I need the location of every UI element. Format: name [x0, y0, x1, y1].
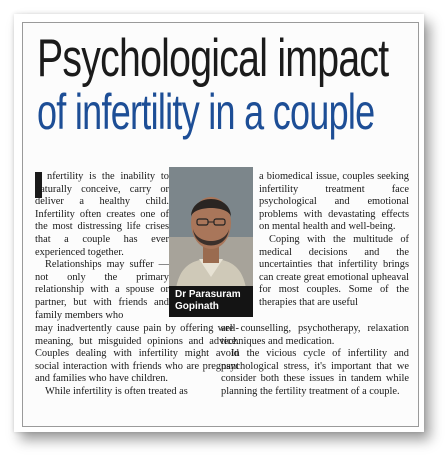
paragraph: nfertility is the inability to naturally conceive, carry or deliver a healthy child. Infertility often creates one of the most distressing life crises that a couple has ever experienced together.	[35, 171, 169, 258]
paragraph: are counselling, psychotherapy, relaxation techniques and medication.	[221, 323, 409, 347]
paragraph: may inadvertently cause pain by offering well-meaning, but misguided opinions and advice. Couples dealing with infertility might avoid social interaction with friends who are pregnant and families who have children.	[35, 323, 239, 385]
article-column-left	[35, 171, 169, 322]
author-name-caption	[169, 286, 253, 317]
article-column-right-bottom	[221, 323, 409, 399]
paragraph: Relationships may suffer — not only the primary relationship with a spouse or partner, but with friends and family members who	[35, 259, 169, 321]
paragraph: While infertility is often treated as	[45, 385, 188, 397]
headline-line-1: Psychological impact	[37, 29, 389, 88]
article-column-left-bottom	[35, 323, 239, 399]
paragraph: Coping with the multitude of medical decisions and the uncertainties that infertility brings can create great emotional upheaval for most couples. Some of the therapies that are useful	[259, 233, 409, 308]
author-name-line-1: Dr Parasuram	[175, 289, 241, 300]
headline-line-2: of infertility in a couple	[37, 84, 375, 140]
author-portrait-image	[169, 167, 253, 297]
paragraph: a biomedical issue, couples seeking infertility treatment face psychological and emotional problems with devastating effects on mental health and well-being.	[259, 171, 409, 233]
author-name-line-2: Gopinath	[175, 301, 219, 312]
newspaper-clipping	[22, 22, 419, 427]
author-photo	[169, 167, 253, 317]
article-column-right	[259, 171, 409, 310]
paragraph: In the vicious cycle of infertility and psychological stress, it's important that we consider both these issues in tandem while planning the fertility treatment of a couple.	[221, 348, 409, 397]
